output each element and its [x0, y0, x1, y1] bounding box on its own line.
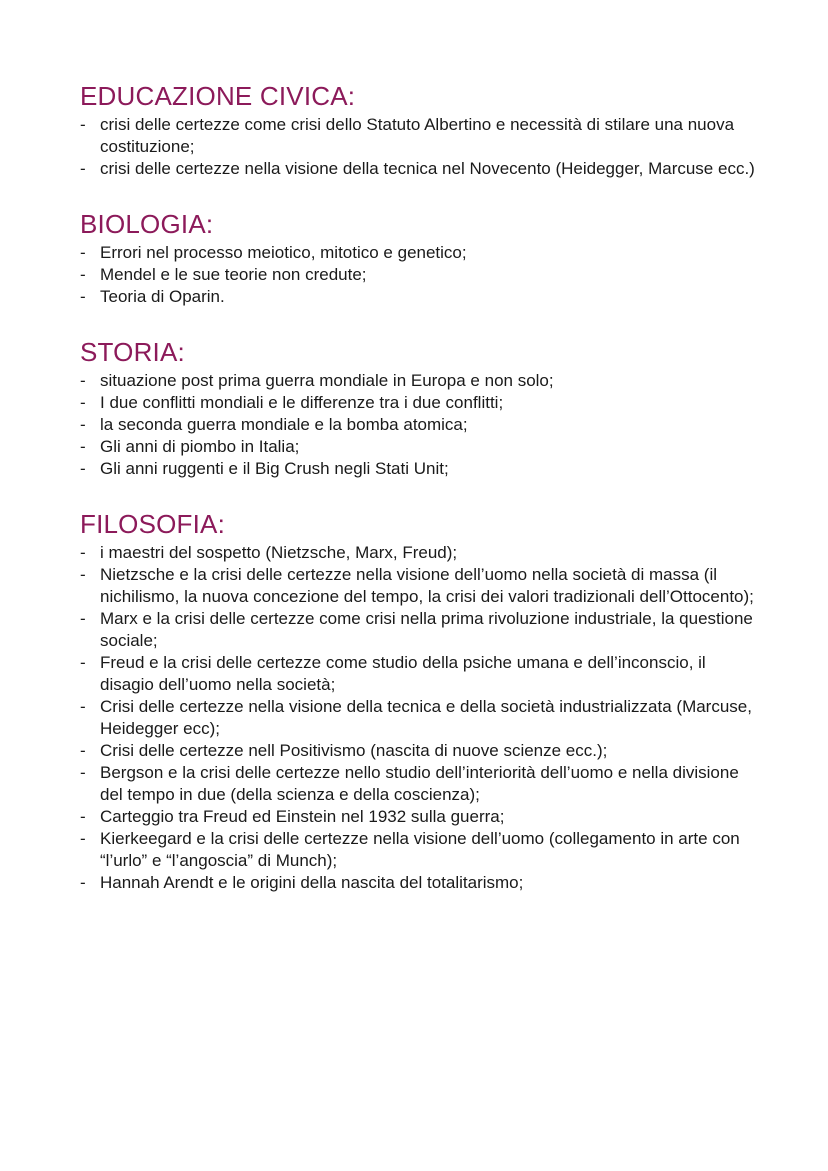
- list-item: [80, 286, 760, 308]
- bullet-dash: -: [80, 543, 86, 562]
- list-item: [80, 114, 760, 158]
- list-item: [80, 242, 760, 264]
- item-list: [80, 242, 760, 308]
- bullet-dash: -: [80, 829, 86, 848]
- item-list: [80, 542, 760, 894]
- list-item: [80, 436, 760, 458]
- document-page: [80, 80, 760, 922]
- list-item: [80, 414, 760, 436]
- bullet-dash: -: [80, 265, 86, 284]
- bullet-dash: -: [80, 741, 86, 760]
- list-item: [80, 828, 760, 872]
- bullet-dash: -: [80, 697, 86, 716]
- list-item: [80, 806, 760, 828]
- list-item-text: Errori nel processo meiotico, mitotico e genetico;: [100, 243, 467, 262]
- list-item: [80, 542, 760, 564]
- bullet-dash: -: [80, 807, 86, 826]
- list-item: [80, 264, 760, 286]
- bullet-dash: -: [80, 415, 86, 434]
- list-item: [80, 696, 760, 740]
- bullet-dash: -: [80, 243, 86, 262]
- section-title: EDUCAZIONE CIVICA:: [80, 81, 356, 111]
- item-list: [80, 114, 760, 180]
- list-item: [80, 158, 760, 180]
- list-item-text: I due conflitti mondiali e le differenze tra i due conflitti;: [100, 393, 504, 412]
- bullet-dash: -: [80, 653, 86, 672]
- list-item-text: Mendel e le sue teorie non credute;: [100, 265, 367, 284]
- list-item-text: Nietzsche e la crisi delle certezze nella visione dell’uomo nella società di massa (il nichilismo, la nuova concezione del tempo, la crisi dei valori tradizionali dell’Ottocento);: [100, 565, 754, 606]
- section-biologia: [80, 208, 760, 308]
- list-item: [80, 458, 760, 480]
- bullet-dash: -: [80, 371, 86, 390]
- list-item: [80, 564, 760, 608]
- list-item-text: Kierkeegard e la crisi delle certezze nella visione dell’uomo (collegamento in arte con “l’urlo” e “l’angoscia” di Munch);: [100, 829, 740, 870]
- bullet-dash: -: [80, 115, 86, 134]
- bullet-dash: -: [80, 393, 86, 412]
- list-item: [80, 872, 760, 894]
- list-item-text: Freud e la crisi delle certezze come studio della psiche umana e dell’inconscio, il disagio dell’uomo nella società;: [100, 653, 706, 694]
- bullet-dash: -: [80, 873, 86, 892]
- section-storia: [80, 336, 760, 480]
- section-title: FILOSOFIA:: [80, 509, 226, 539]
- list-item-text: Crisi delle certezze nell Positivismo (nascita di nuove scienze ecc.);: [100, 741, 608, 760]
- bullet-dash: -: [80, 565, 86, 584]
- list-item-text: crisi delle certezze nella visione della tecnica nel Novecento (Heidegger, Marcuse ecc.): [100, 159, 755, 178]
- item-list: [80, 370, 760, 480]
- list-item-text: situazione post prima guerra mondiale in Europa e non solo;: [100, 371, 554, 390]
- bullet-dash: -: [80, 437, 86, 456]
- section-title: STORIA:: [80, 337, 185, 367]
- list-item-text: Teoria di Oparin.: [100, 287, 225, 306]
- list-item-text: Hannah Arendt e le origini della nascita del totalitarismo;: [100, 873, 524, 892]
- section-educazione-civica: [80, 80, 760, 180]
- list-item: [80, 762, 760, 806]
- bullet-dash: -: [80, 609, 86, 628]
- list-item: [80, 740, 760, 762]
- bullet-dash: -: [80, 763, 86, 782]
- list-item-text: crisi delle certezze come crisi dello Statuto Albertino e necessità di stilare una nuova costituzione;: [100, 115, 735, 156]
- list-item-text: Marx e la crisi delle certezze come crisi nella prima rivoluzione industriale, la questione sociale;: [100, 609, 753, 650]
- list-item: [80, 370, 760, 392]
- bullet-dash: -: [80, 459, 86, 478]
- list-item-text: i maestri del sospetto (Nietzsche, Marx, Freud);: [100, 543, 458, 562]
- bullet-dash: -: [80, 159, 86, 178]
- list-item-text: Crisi delle certezze nella visione della tecnica e della società industrializzata (Marcuse, Heidegger ecc);: [100, 697, 752, 738]
- section-filosofia: [80, 508, 760, 894]
- list-item-text: Gli anni ruggenti e il Big Crush negli Stati Unit;: [100, 459, 449, 478]
- list-item-text: Gli anni di piombo in Italia;: [100, 437, 300, 456]
- list-item: [80, 392, 760, 414]
- list-item: [80, 652, 760, 696]
- list-item-text: la seconda guerra mondiale e la bomba atomica;: [100, 415, 468, 434]
- list-item-text: Bergson e la crisi delle certezze nello studio dell’interiorità dell’uomo e nella divisione del tempo in due (della scienza e della coscienza);: [100, 763, 739, 804]
- list-item-text: Carteggio tra Freud ed Einstein nel 1932 sulla guerra;: [100, 807, 505, 826]
- bullet-dash: -: [80, 287, 86, 306]
- section-title: BIOLOGIA:: [80, 209, 214, 239]
- list-item: [80, 608, 760, 652]
